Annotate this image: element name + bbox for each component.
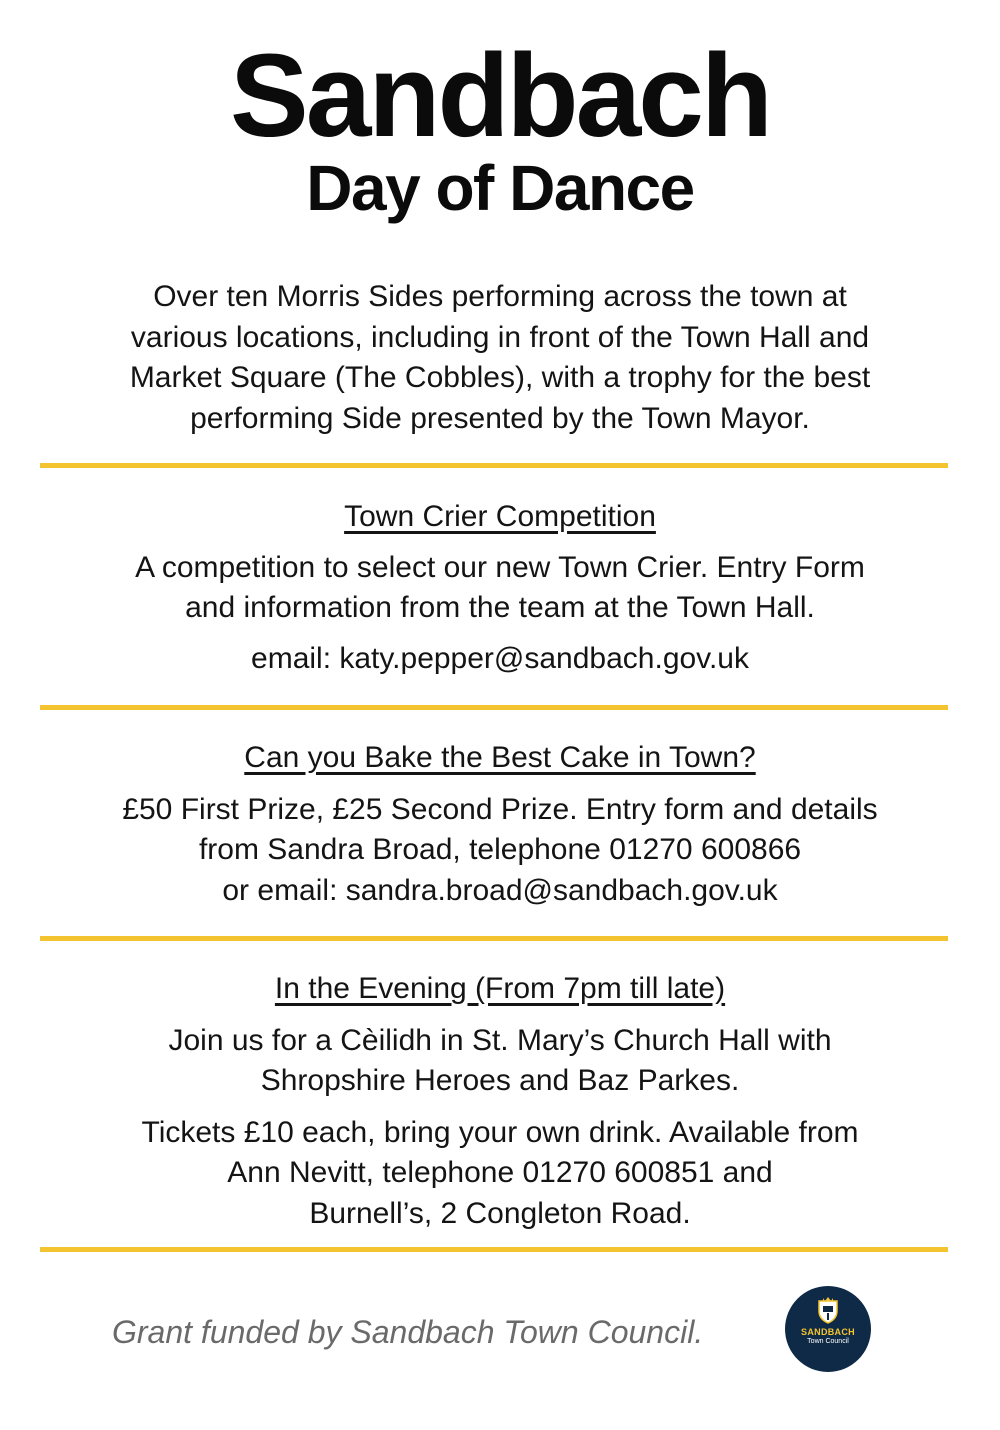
cake-line: or email: sandra.broad@sandbach.gov.uk [222,873,778,907]
poster-title: Sandbach [230,30,770,162]
crest-icon [815,1296,841,1324]
intro-section [40,277,960,439]
evening-line: Join us for a Cèilidh in St. Mary’s Church Hall with [168,1023,832,1057]
section-divider [40,705,948,710]
intro-line: Over ten Morris Sides performing across the town at [153,280,847,313]
section-divider [40,463,948,468]
intro-line: various locations, including in front of the Town Hall and [130,320,870,354]
grant-credit: Grant funded by Sandbach Town Council. [112,1314,704,1350]
town-crier-email: email: katy.pepper@sandbach.gov.uk [251,641,749,675]
section-divider [40,1247,948,1252]
evening-line: Shropshire Heroes and Baz Parkes. [260,1064,740,1097]
evening-section [40,969,960,1234]
poster-subtitle: Day of Dance [306,152,694,224]
town-crier-heading: Town Crier Competition [344,500,656,533]
cake-heading: Can you Bake the Best Cake in Town? [244,741,756,774]
town-crier-section [40,497,960,679]
intro-line: performing Side presented by the Town Mayor. [190,401,810,435]
cake-line: £50 First Prize, £25 Second Prize. Entry form and details [122,792,878,826]
cake-line: from Sandra Broad, telephone 01270 600866 [198,833,802,866]
cake-section [40,738,960,911]
tickets-line: Ann Nevitt, telephone 01270 600851 and [227,1156,773,1189]
town-crier-line: and information from the team at the Town Hall. [185,591,815,624]
town-crier-line: A competition to select our new Town Crier. Entry Form [135,550,865,584]
logo-subtitle: Town Council [807,1338,849,1345]
tickets-line: Burnell’s, 2 Congleton Road. [309,1196,691,1230]
intro-line: Market Square (The Cobbles), with a trophy for the best [129,361,871,394]
town-council-logo [785,1286,871,1372]
section-divider [40,936,948,941]
tickets-line: Tickets £10 each, bring your own drink. Available from [141,1115,859,1149]
evening-heading: In the Evening (From 7pm till late) [274,972,726,1005]
logo-name: SANDBACH [801,1327,855,1337]
